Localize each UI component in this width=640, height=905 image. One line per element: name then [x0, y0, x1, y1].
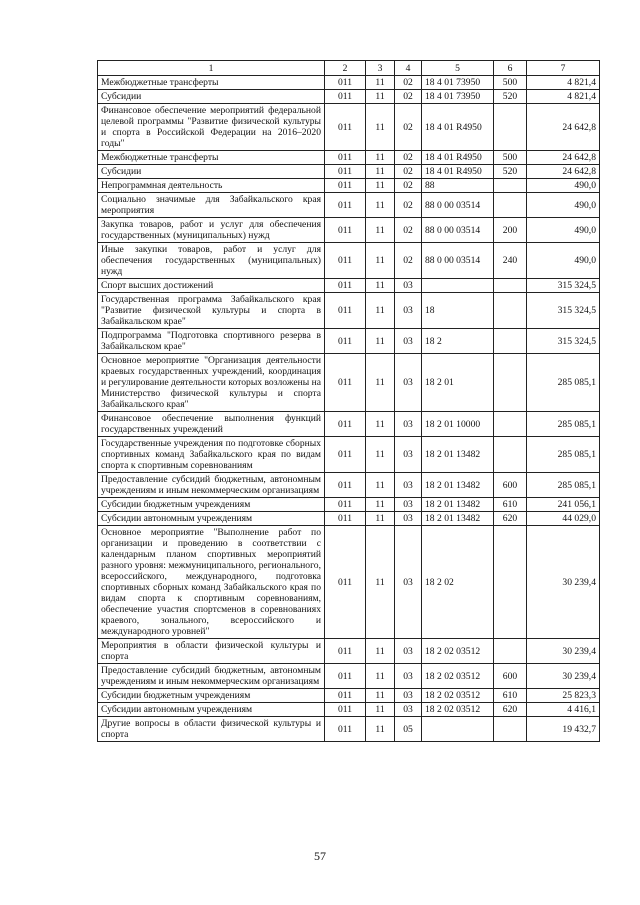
table-row	[98, 412, 600, 437]
table-row	[98, 243, 600, 279]
expense-type-cell	[494, 279, 527, 293]
target-article-cell: 18 2 01 10000	[422, 412, 494, 437]
target-article-cell: 18 2 01 13482	[422, 512, 494, 526]
expense-type-cell: 610	[494, 689, 527, 703]
expense-type-cell: 240	[494, 243, 527, 279]
expense-type-cell: 620	[494, 703, 527, 717]
expense-type-cell: 620	[494, 512, 527, 526]
expense-type-cell: 520	[494, 165, 527, 179]
ministry-code-cell: 011	[325, 279, 366, 293]
amount-cell: 24 642,8	[527, 165, 600, 179]
row-name-cell: Финансовое обеспечение мероприятий федеральной целевой программы "Развитие физической культуры и спорта в Российской Федерации на 2016–2020 годы"	[98, 104, 325, 151]
ministry-code-cell: 011	[325, 76, 366, 90]
section-code-cell: 11	[366, 243, 395, 279]
ministry-code-cell: 011	[325, 412, 366, 437]
expense-type-cell	[494, 193, 527, 218]
amount-cell: 315 324,5	[527, 293, 600, 329]
target-article-cell: 18 2 01 13482	[422, 498, 494, 512]
section-code-cell: 11	[366, 90, 395, 104]
expense-type-cell	[494, 526, 527, 639]
row-name-cell: Предоставление субсидий бюджетным, автономным учреждениям и иным некоммерческим организациям	[98, 664, 325, 689]
amount-cell: 4 416,1	[527, 703, 600, 717]
subsection-code-cell: 03	[395, 639, 422, 664]
subsection-code-cell: 03	[395, 329, 422, 354]
section-code-cell: 11	[366, 151, 395, 165]
expense-type-cell: 520	[494, 90, 527, 104]
row-name-cell: Государственные учреждения по подготовке сборных спортивных команд Забайкальского края по видам спорта к спортивным соревнованиям	[98, 437, 325, 473]
row-name-cell: Предоставление субсидий бюджетным, автономным учреждениям и иным некоммерческим организациям	[98, 473, 325, 498]
section-code-cell: 11	[366, 437, 395, 473]
target-article-cell: 18 2 02 03512	[422, 689, 494, 703]
subsection-code-cell: 03	[395, 664, 422, 689]
table-row	[98, 512, 600, 526]
row-name-cell: Субсидии автономным учреждениям	[98, 703, 325, 717]
amount-cell: 315 324,5	[527, 279, 600, 293]
section-code-cell: 11	[366, 703, 395, 717]
ministry-code-cell: 011	[325, 90, 366, 104]
ministry-code-cell: 011	[325, 639, 366, 664]
target-article-cell: 18 4 01 R4950	[422, 151, 494, 165]
row-name-cell: Другие вопросы в области физической культуры и спорта	[98, 717, 325, 742]
row-name-cell: Финансовое обеспечение выполнения функций государственных учреждений	[98, 412, 325, 437]
table-row	[98, 664, 600, 689]
target-article-cell: 18 4 01 R4950	[422, 104, 494, 151]
target-article-cell: 18 4 01 R4950	[422, 165, 494, 179]
subsection-code-cell: 02	[395, 193, 422, 218]
target-article-cell: 18 4 01 73950	[422, 76, 494, 90]
row-name-cell: Непрограммная деятельность	[98, 179, 325, 193]
section-code-cell: 11	[366, 354, 395, 412]
target-article-cell	[422, 717, 494, 742]
table-row	[98, 526, 600, 639]
ministry-code-cell: 011	[325, 717, 366, 742]
amount-cell: 24 642,8	[527, 151, 600, 165]
amount-cell: 285 085,1	[527, 354, 600, 412]
ministry-code-cell: 011	[325, 218, 366, 243]
expense-type-cell	[494, 354, 527, 412]
expense-type-cell	[494, 717, 527, 742]
expense-type-cell: 600	[494, 473, 527, 498]
row-name-cell: Подпрограмма "Подготовка спортивного резерва в Забайкальском крае"	[98, 329, 325, 354]
amount-cell: 490,0	[527, 218, 600, 243]
amount-cell: 25 823,3	[527, 689, 600, 703]
expense-type-cell: 610	[494, 498, 527, 512]
amount-cell: 490,0	[527, 243, 600, 279]
expense-type-cell	[494, 329, 527, 354]
subsection-code-cell: 03	[395, 498, 422, 512]
expense-type-cell	[494, 293, 527, 329]
target-article-cell: 18	[422, 293, 494, 329]
ministry-code-cell: 011	[325, 512, 366, 526]
table-row	[98, 639, 600, 664]
header-col-6: 6	[494, 61, 527, 76]
subsection-code-cell: 05	[395, 717, 422, 742]
section-code-cell: 11	[366, 165, 395, 179]
section-code-cell: 11	[366, 412, 395, 437]
expense-type-cell	[494, 437, 527, 473]
table-row	[98, 193, 600, 218]
table-row	[98, 498, 600, 512]
target-article-cell: 88 0 00 03514	[422, 243, 494, 279]
row-name-cell: Межбюджетные трансферты	[98, 76, 325, 90]
expense-type-cell	[494, 412, 527, 437]
amount-cell: 285 085,1	[527, 412, 600, 437]
row-name-cell: Субсидии автономным учреждениям	[98, 512, 325, 526]
subsection-code-cell: 02	[395, 90, 422, 104]
section-code-cell: 11	[366, 498, 395, 512]
row-name-cell: Основное мероприятие "Выполнение работ по организации и проведению в соответствии с календарным планом спортивных мероприятий разного уровня: межмуниципального, регионального, всероссийского, международного, подготовка спортивных сборных команд Забайкальского края по видам спорта к спортивным соревнованиям, обеспечение участия спортсменов в соревнованиях краевого, зонального, всероссийского и международного уровней"	[98, 526, 325, 639]
section-code-cell: 11	[366, 473, 395, 498]
ministry-code-cell: 011	[325, 473, 366, 498]
expense-type-cell: 600	[494, 664, 527, 689]
target-article-cell: 18 2 02 03512	[422, 703, 494, 717]
expense-type-cell	[494, 179, 527, 193]
ministry-code-cell: 011	[325, 293, 366, 329]
section-code-cell: 11	[366, 664, 395, 689]
header-col-7: 7	[527, 61, 600, 76]
header-col-3: 3	[366, 61, 395, 76]
target-article-cell: 88	[422, 179, 494, 193]
ministry-code-cell: 011	[325, 526, 366, 639]
ministry-code-cell: 011	[325, 165, 366, 179]
table-header-row	[98, 61, 600, 76]
subsection-code-cell: 03	[395, 293, 422, 329]
page-number: 57	[314, 849, 326, 863]
target-article-cell: 88 0 00 03514	[422, 218, 494, 243]
ministry-code-cell: 011	[325, 151, 366, 165]
ministry-code-cell: 011	[325, 689, 366, 703]
target-article-cell: 18 2 02 03512	[422, 664, 494, 689]
section-code-cell: 11	[366, 218, 395, 243]
ministry-code-cell: 011	[325, 193, 366, 218]
row-name-cell: Субсидии	[98, 90, 325, 104]
section-code-cell: 11	[366, 717, 395, 742]
target-article-cell: 18 2 01	[422, 354, 494, 412]
amount-cell: 24 642,8	[527, 104, 600, 151]
row-name-cell: Государственная программа Забайкальского края "Развитие физической культуры и спорта в Забайкальском крае"	[98, 293, 325, 329]
ministry-code-cell: 011	[325, 437, 366, 473]
row-name-cell: Спорт высших достижений	[98, 279, 325, 293]
target-article-cell: 18 4 01 73950	[422, 90, 494, 104]
ministry-code-cell: 011	[325, 664, 366, 689]
amount-cell: 4 821,4	[527, 76, 600, 90]
amount-cell: 285 085,1	[527, 437, 600, 473]
budget-table	[97, 60, 600, 742]
row-name-cell: Межбюджетные трансферты	[98, 151, 325, 165]
target-article-cell: 18 2 02 03512	[422, 639, 494, 664]
target-article-cell: 18 2 02	[422, 526, 494, 639]
row-name-cell: Субсидии бюджетным учреждениям	[98, 498, 325, 512]
subsection-code-cell: 03	[395, 473, 422, 498]
table-row	[98, 104, 600, 151]
amount-cell: 30 239,4	[527, 639, 600, 664]
row-name-cell: Субсидии	[98, 165, 325, 179]
subsection-code-cell: 02	[395, 76, 422, 90]
row-name-cell: Мероприятия в области физической культуры и спорта	[98, 639, 325, 664]
header-col-5: 5	[422, 61, 494, 76]
amount-cell: 30 239,4	[527, 664, 600, 689]
table-body	[98, 76, 600, 742]
subsection-code-cell: 03	[395, 437, 422, 473]
table-row	[98, 689, 600, 703]
table-row	[98, 218, 600, 243]
table-row	[98, 76, 600, 90]
section-code-cell: 11	[366, 293, 395, 329]
subsection-code-cell: 03	[395, 689, 422, 703]
table-row	[98, 165, 600, 179]
target-article-cell: 18 2	[422, 329, 494, 354]
subsection-code-cell: 02	[395, 218, 422, 243]
table-row	[98, 179, 600, 193]
target-article-cell: 18 2 01 13482	[422, 437, 494, 473]
row-name-cell: Субсидии бюджетным учреждениям	[98, 689, 325, 703]
table-row	[98, 717, 600, 742]
subsection-code-cell: 03	[395, 512, 422, 526]
table-row	[98, 473, 600, 498]
section-code-cell: 11	[366, 193, 395, 218]
subsection-code-cell: 03	[395, 412, 422, 437]
section-code-cell: 11	[366, 689, 395, 703]
subsection-code-cell: 02	[395, 165, 422, 179]
subsection-code-cell: 02	[395, 179, 422, 193]
section-code-cell: 11	[366, 526, 395, 639]
amount-cell: 241 056,1	[527, 498, 600, 512]
amount-cell: 315 324,5	[527, 329, 600, 354]
table-row	[98, 90, 600, 104]
target-article-cell: 18 2 01 13482	[422, 473, 494, 498]
ministry-code-cell: 011	[325, 104, 366, 151]
expense-type-cell	[494, 104, 527, 151]
ministry-code-cell: 011	[325, 498, 366, 512]
row-name-cell: Социально значимые для Забайкальского края мероприятия	[98, 193, 325, 218]
expense-type-cell	[494, 639, 527, 664]
amount-cell: 44 029,0	[527, 512, 600, 526]
section-code-cell: 11	[366, 279, 395, 293]
section-code-cell: 11	[366, 104, 395, 151]
subsection-code-cell: 03	[395, 354, 422, 412]
section-code-cell: 11	[366, 639, 395, 664]
table-row	[98, 151, 600, 165]
ministry-code-cell: 011	[325, 703, 366, 717]
amount-cell: 285 085,1	[527, 473, 600, 498]
ministry-code-cell: 011	[325, 329, 366, 354]
table-row	[98, 354, 600, 412]
ministry-code-cell: 011	[325, 354, 366, 412]
table-row	[98, 437, 600, 473]
ministry-code-cell: 011	[325, 179, 366, 193]
row-name-cell: Иные закупки товаров, работ и услуг для обеспечения государственных (муниципальных) нужд	[98, 243, 325, 279]
row-name-cell: Основное мероприятие "Организация деятельности краевых государственных учреждений, координация и регулирование деятельности которых возложены на Министерство физической культуры и спорта Забайкальского края"	[98, 354, 325, 412]
header-col-4: 4	[395, 61, 422, 76]
subsection-code-cell: 03	[395, 703, 422, 717]
section-code-cell: 11	[366, 512, 395, 526]
table-row	[98, 293, 600, 329]
subsection-code-cell: 03	[395, 526, 422, 639]
row-name-cell: Закупка товаров, работ и услуг для обеспечения государственных (муниципальных) нужд	[98, 218, 325, 243]
subsection-code-cell: 02	[395, 104, 422, 151]
target-article-cell: 88 0 00 03514	[422, 193, 494, 218]
expense-type-cell: 200	[494, 218, 527, 243]
table-row	[98, 703, 600, 717]
subsection-code-cell: 02	[395, 243, 422, 279]
header-col-2: 2	[325, 61, 366, 76]
amount-cell: 30 239,4	[527, 526, 600, 639]
amount-cell: 490,0	[527, 179, 600, 193]
amount-cell: 4 821,4	[527, 90, 600, 104]
amount-cell: 490,0	[527, 193, 600, 218]
section-code-cell: 11	[366, 76, 395, 90]
subsection-code-cell: 02	[395, 151, 422, 165]
expense-type-cell: 500	[494, 76, 527, 90]
subsection-code-cell: 03	[395, 279, 422, 293]
expense-type-cell: 500	[494, 151, 527, 165]
table-row	[98, 329, 600, 354]
ministry-code-cell: 011	[325, 243, 366, 279]
table-row	[98, 279, 600, 293]
amount-cell: 19 432,7	[527, 717, 600, 742]
header-col-1: 1	[98, 61, 325, 76]
target-article-cell	[422, 279, 494, 293]
section-code-cell: 11	[366, 179, 395, 193]
section-code-cell: 11	[366, 329, 395, 354]
